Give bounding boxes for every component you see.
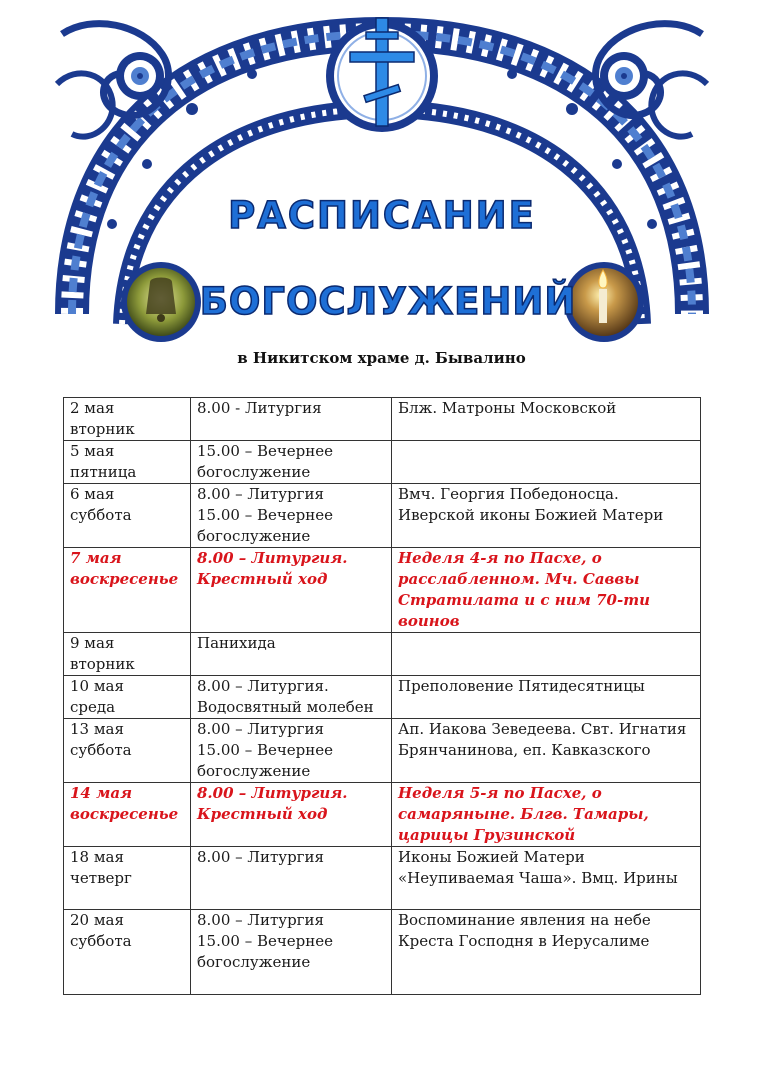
- date-cell: [64, 676, 191, 719]
- schedule-body: [64, 398, 701, 995]
- service-cell: [191, 484, 392, 548]
- commemoration-text: Неделя 5-я по Пасхе, о самаряныне. Блгв. Тамары, царицы Грузинской: [398, 784, 649, 844]
- weekday-text: суббота: [70, 932, 132, 950]
- ornament-frame: [52, 14, 712, 349]
- title-line-1: РАСПИСАНИЕ: [228, 194, 536, 237]
- schedule-row: [64, 676, 701, 719]
- date-text: 7 мая: [70, 549, 122, 567]
- commemoration-cell: [392, 719, 701, 783]
- commemoration-cell: [392, 910, 701, 995]
- commemoration-cell: [392, 633, 701, 676]
- commemoration-text: Преполовение Пятидесятницы: [398, 677, 645, 695]
- weekday-text: воскресенье: [70, 805, 179, 823]
- schedule-row: [64, 910, 701, 995]
- weekday-text: суббота: [70, 506, 132, 524]
- date-cell: [64, 441, 191, 484]
- service-text: 8.00 – Литургия 15.00 – Вечернее богослужение: [197, 485, 334, 545]
- date-text: 14 мая: [70, 784, 133, 802]
- commemoration-cell: [392, 398, 701, 441]
- commemoration-text: Блж. Матроны Московской: [398, 399, 617, 417]
- service-cell: [191, 548, 392, 633]
- date-cell: [64, 633, 191, 676]
- date-cell: [64, 548, 191, 633]
- service-cell: [191, 441, 392, 484]
- date-text: 20 мая: [70, 911, 124, 929]
- date-text: 10 мая: [70, 677, 124, 695]
- date-text: 2 мая: [70, 399, 115, 417]
- service-cell: [191, 676, 392, 719]
- date-text: 5 мая: [70, 442, 115, 460]
- service-text: 8.00 – Литургия. Водосвятный молебен: [197, 677, 374, 716]
- service-text: 8.00 – Литургия. Крестный ход: [197, 784, 348, 823]
- weekday-text: среда: [70, 698, 116, 716]
- schedule-row: [64, 719, 701, 783]
- commemoration-text: Вмч. Георгия Победоносца. Иверской иконы Божией Матери: [398, 485, 664, 524]
- service-schedule-table: [63, 397, 701, 995]
- date-text: 18 мая: [70, 848, 124, 866]
- date-cell: [64, 847, 191, 910]
- schedule-row: [64, 783, 701, 847]
- commemoration-text: Ап. Иакова Зеведеева. Свт. Игнатия Брянчанинова, еп. Кавказского: [398, 720, 687, 759]
- date-cell: [64, 398, 191, 441]
- commemoration-text: Воспоминание явления на небе Креста Господня в Иерусалиме: [398, 911, 651, 950]
- weekday-text: вторник: [70, 420, 135, 438]
- service-cell: [191, 847, 392, 910]
- service-text: 8.00 – Литургия 15.00 – Вечернее богослужение: [197, 720, 334, 780]
- service-cell: [191, 633, 392, 676]
- service-text: Панихида: [197, 634, 276, 652]
- service-text: 8.00 - Литургия: [197, 399, 322, 417]
- date-text: 9 мая: [70, 634, 115, 652]
- schedule-row: [64, 548, 701, 633]
- commemoration-text: Иконы Божией Матери «Неупиваемая Чаша». Вмц. Ирины: [398, 848, 678, 887]
- commemoration-cell: [392, 783, 701, 847]
- service-cell: [191, 783, 392, 847]
- schedule-row: [64, 847, 701, 910]
- bell-image: [121, 262, 201, 342]
- schedule-row: [64, 398, 701, 441]
- date-cell: [64, 910, 191, 995]
- commemoration-cell: [392, 847, 701, 910]
- ornamental-header: [52, 14, 712, 349]
- schedule-row: [64, 441, 701, 484]
- service-cell: [191, 398, 392, 441]
- weekday-text: вторник: [70, 655, 135, 673]
- service-text: 8.00 – Литургия: [197, 848, 324, 866]
- date-cell: [64, 484, 191, 548]
- commemoration-cell: [392, 676, 701, 719]
- service-text: 8.00 – Литургия 15.00 – Вечернее богослужение: [197, 911, 334, 971]
- service-text: 15.00 – Вечернее богослужение: [197, 442, 334, 481]
- commemoration-text: Неделя 4-я по Пасхе, о расслабленном. Мч. Саввы Стратилата и с ним 70-ти воинов: [398, 549, 650, 630]
- date-text: 6 мая: [70, 485, 115, 503]
- service-cell: [191, 910, 392, 995]
- weekday-text: пятница: [70, 463, 137, 481]
- date-text: 13 мая: [70, 720, 124, 738]
- weekday-text: четверг: [70, 869, 132, 887]
- title-line-2: БОГОСЛУЖЕНИЙ: [199, 280, 577, 323]
- commemoration-cell: [392, 441, 701, 484]
- schedule-row: [64, 484, 701, 548]
- schedule-row: [64, 633, 701, 676]
- commemoration-cell: [392, 548, 701, 633]
- date-cell: [64, 783, 191, 847]
- commemoration-cell: [392, 484, 701, 548]
- weekday-text: суббота: [70, 741, 132, 759]
- date-cell: [64, 719, 191, 783]
- service-text: 8.00 – Литургия. Крестный ход: [197, 549, 348, 588]
- service-cell: [191, 719, 392, 783]
- church-subtitle: в Никитском храме д. Бывалино: [237, 349, 526, 367]
- weekday-text: воскресенье: [70, 570, 179, 588]
